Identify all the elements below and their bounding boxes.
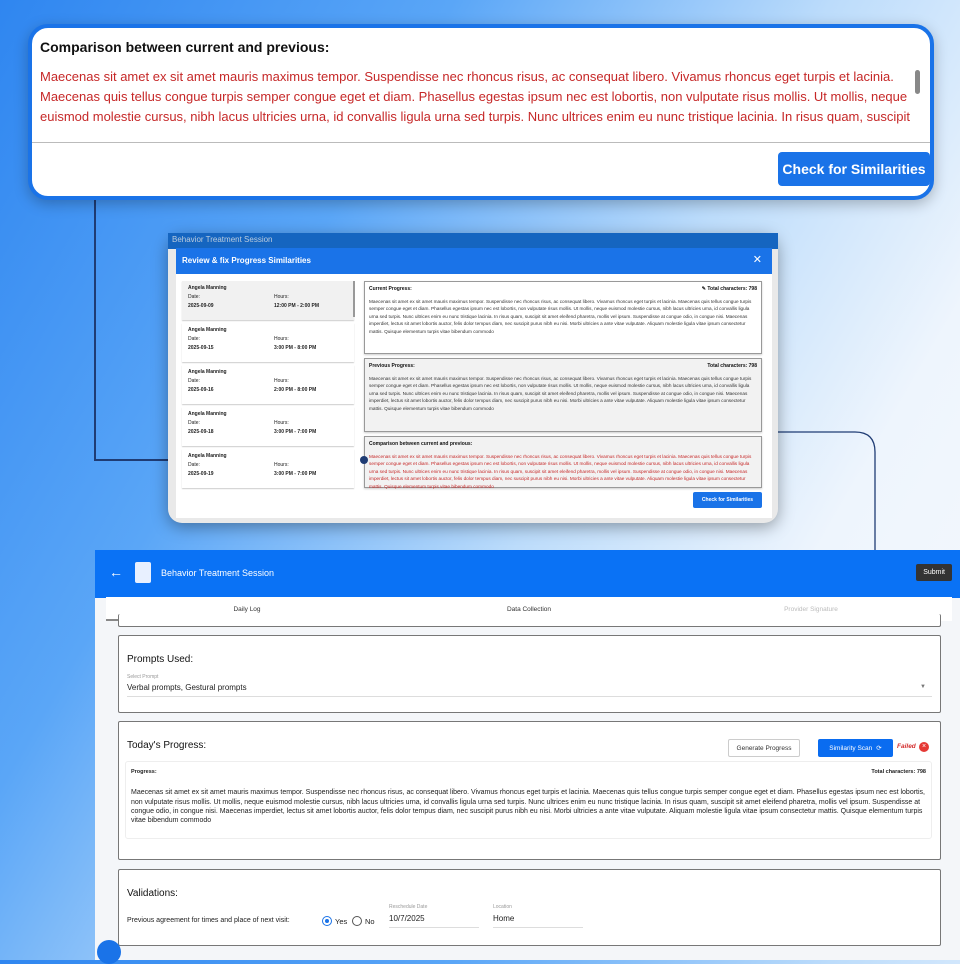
location-label: Location	[493, 904, 512, 910]
progress-label: Progress:	[131, 769, 157, 775]
connector-dot	[360, 456, 368, 464]
dialog-header	[176, 248, 772, 274]
no-radio[interactable]	[352, 916, 362, 926]
error-icon: ×	[919, 742, 929, 752]
generate-progress-button[interactable]: Generate Progress	[728, 739, 800, 757]
session-item[interactable]: Angela Manning Date: 2025-09-15 Hours: 3:00 PM - 8:00 PM	[182, 323, 354, 362]
similarity-scan-button[interactable]	[818, 739, 893, 757]
no-label: No	[365, 917, 375, 926]
scan-status: Failed	[897, 743, 916, 750]
prompts-card	[118, 635, 941, 713]
yes-radio[interactable]	[322, 916, 332, 926]
treatment-session-app	[95, 550, 960, 960]
tab-daily-log[interactable]: Daily Log	[106, 597, 388, 621]
progress-title: Today's Progress:	[127, 740, 207, 751]
comparison-text: Maecenas sit amet ex sit amet mauris maximus tempor. Suspendisse nec rhoncus risus, ac consequat libero. Vivamus rhoncus eget turpis et lacinia. Maecenas quis tellus congue turpis semper congue eget et diam. Phasellus egestas ipsum nec est lobortis, non vulputate risus mollis. Ut mollis, neque euismod molestie cursus, nibh lacus ultricies urna, id convallis ligula urna sed turpis. Nunc ultrices enim eu nunc tristique lacinia. In risus quam, suscipit sit amet eleifend pharetra, mollis vel ipsum. Suspendisse at congue odio, in congue nisi. Maecenas imperdiet, lectus sit amet lobortis auctor, felis dolor tempus diam, nec suscipit purus nibh eu nisi. Morbi ultricies a ante vitae vulputate. Aliquam molestie ligula vitae ipsum consectetur mattis. Quisque elementum turpis vitae bibendum commodo	[369, 453, 752, 489]
progress-card	[118, 721, 941, 860]
char-count: Total characters: 798	[707, 363, 757, 369]
tab-data-collection[interactable]: Data Collection	[506, 606, 552, 613]
comparison-text: Maecenas sit amet ex sit amet mauris maximus tempor. Suspendisse nec rhoncus risus, ac consequat libero. Vivamus rhoncus eget turpis et lacinia. Maecenas quis tellus congue turpis semper congue eget et diam. Phasellus egestas ipsum nec est lobortis, non vulputate risus mollis. Ut mollis, neque euismod molestie cursus, nibh lacus ultricies urna, id convallis ligula urna sed turpis. Nunc ultrices enim eu nunc tristique lacinia. In risus quam, suscipit	[40, 69, 910, 124]
current-progress-panel[interactable]	[364, 281, 762, 354]
check-similarities-button[interactable]: Check for Similarities	[778, 152, 930, 186]
submit-button[interactable]: Submit	[916, 564, 952, 581]
char-count: Total characters: 798	[871, 769, 926, 775]
scrollbar[interactable]	[915, 70, 920, 94]
review-dialog	[176, 248, 772, 518]
progress-box[interactable]	[125, 761, 932, 839]
refresh-icon: ⟳	[876, 745, 882, 752]
previous-progress-label: Previous Progress:	[369, 363, 415, 369]
comparison-title: Comparison between current and previous:	[40, 39, 330, 55]
app-title: Behavior Treatment Session	[161, 568, 275, 578]
connector-curve	[770, 425, 880, 555]
char-count: Total characters: 798	[707, 286, 757, 292]
reschedule-date-label: Reschedule Date	[389, 904, 428, 910]
document-icon	[135, 562, 151, 583]
dropdown-arrow-icon: ▼	[920, 684, 926, 690]
similarities-modal-screenshot	[168, 233, 778, 523]
pencil-icon[interactable]: ✎	[701, 286, 708, 292]
progress-text: Maecenas sit amet ex sit amet mauris maximus tempor. Suspendisse nec rhoncus risus, ac consequat libero. Vivamus rhoncus eget turpis et lacinia. Maecenas quis tellus congue turpis semper congue eget et diam. Phasellus egestas ipsum nec est lobortis, non vulputate risus mollis. Ut mollis, neque euismod molestie cursus, nibh lacus ultricies urna, id convallis ligula urna sed turpis. Nunc ultrices enim eu nunc tristique lacinia. In risus quam, suscipit sit amet eleifend pharetra, mollis vel ipsum. Suspendisse at congue odio, in congue nisi. Maecenas imperdiet, lectus sit amet lobortis auctor, felis dolor tempus diam, nec suscipit purus nibh eu nisi. Morbi ultricies a ante vitae vulputate. Aliquam molestie ligula vitae ipsum consectetur mattis. Quisque elementum turpis vitae bibendum commodo	[131, 789, 925, 825]
select-prompt-label: Select Prompt	[127, 674, 159, 680]
comparison-callout	[28, 24, 934, 200]
prompt-value: Verbal prompts, Gestural prompts	[127, 683, 247, 692]
comparison-panel	[364, 436, 762, 488]
divider	[32, 142, 930, 143]
current-progress-text: Maecenas sit amet ex sit amet mauris maximus tempor. Suspendisse nec rhoncus risus, ac consequat libero. Vivamus rhoncus eget turpis et lacinia. Maecenas quis tellus congue turpis semper congue eget et diam. Phasellus egestas ipsum nec est lobortis, non vulputate risus mollis. Ut mollis, neque euismod molestie cursus, nibh lacus ultricies urna, id convallis ligula urna sed turpis. Nunc ultrices enim eu nunc tristique lacinia. In risus quam, suscipit sit amet eleifend pharetra, mollis vel ipsum. Suspendisse at congue odio, in congue nisi. Maecenas imperdiet, lectus sit amet lobortis auctor, felis dolor tempus diam, nec suscipit purus nibh eu nisi. Morbi ultricies a ante vitae vulputate. Aliquam molestie ligula vitae ipsum consectetur mattis. Quisque elementum turpis vitae bibendum commodo	[369, 298, 752, 334]
connector-line	[94, 200, 96, 460]
scan-label: Similarity Scan	[829, 744, 873, 752]
check-similarities-button[interactable]: Check for Similarities	[693, 492, 762, 508]
previous-progress-panel	[364, 358, 762, 432]
location-input[interactable]: Home	[493, 914, 583, 928]
palette-icon[interactable]	[97, 940, 121, 964]
prompts-title: Prompts Used:	[127, 654, 194, 665]
session-list	[182, 281, 354, 486]
yes-label: Yes	[335, 917, 348, 926]
dialog-title: Review & fix Progress Similarities	[182, 256, 311, 265]
back-arrow-icon[interactable]: ←	[109, 564, 123, 580]
agreement-question: Previous agreement for times and place of next visit:	[127, 917, 290, 924]
session-item[interactable]: Angela Manning Date: 2025-09-19 Hours: 3:00 PM - 7:00 PM	[182, 449, 354, 488]
session-item[interactable]: Angela Manning Date: 2025-09-16 Hours: 2:00 PM - 8:00 PM	[182, 365, 354, 404]
close-icon[interactable]: ✕	[752, 254, 762, 266]
reschedule-date-input[interactable]: 10/7/2025	[389, 914, 479, 928]
list-scrollbar[interactable]	[353, 281, 355, 317]
previous-progress-text: Maecenas sit amet ex sit amet mauris maximus tempor. Suspendisse nec rhoncus risus, ac consequat libero. Vivamus rhoncus eget turpis et lacinia. Maecenas quis tellus congue turpis semper congue eget et diam. Phasellus egestas ipsum nec est lobortis, non vulputate risus mollis. Ut mollis, neque euismod molestie cursus, nibh lacus ultricies urna, id convallis ligula urna sed turpis. Nunc ultrices enim eu nunc tristique lacinia. In risus quam, suscipit sit amet eleifend pharetra, mollis vel ipsum. Suspendisse at congue odio, in congue nisi. Maecenas imperdiet, lectus sit amet lobortis auctor, felis dolor tempus diam, nec suscipit purus nibh eu nisi. Morbi ultricies a ante vitae vulputate. Aliquam molestie ligula vitae ipsum consectetur mattis. Quisque elementum turpis vitae bibendum commodo	[369, 375, 752, 411]
validations-title: Validations:	[127, 888, 178, 899]
comparison-label: Comparison between current and previous:	[369, 441, 473, 447]
tab-provider-signature[interactable]: Provider Signature	[784, 606, 838, 613]
session-item[interactable]: Angela Manning Date: 2025-09-18 Hours: 3:00 PM - 7:00 PM	[182, 407, 354, 446]
validations-card	[118, 869, 941, 946]
previous-card	[118, 614, 941, 627]
prompt-select[interactable]	[127, 683, 932, 697]
app-header	[95, 550, 960, 598]
app-title-bg: Behavior Treatment Session	[168, 233, 778, 249]
current-progress-label: Current Progress:	[369, 286, 412, 292]
session-item[interactable]: Angela Manning Date: 2025-09-09 Hours: 12:00 PM - 2:00 PM	[182, 281, 354, 320]
